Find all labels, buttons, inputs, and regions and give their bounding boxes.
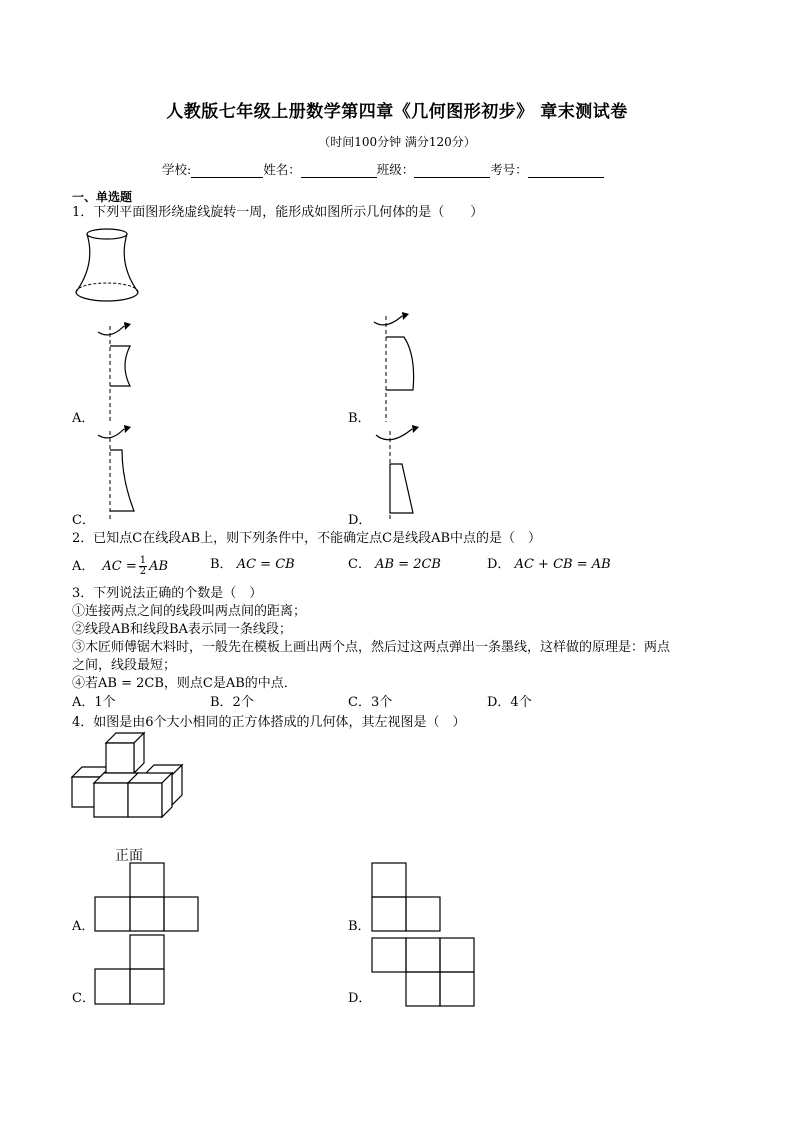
- q2-option-b[interactable]: [210, 556, 295, 574]
- q1-option-b[interactable]: B．: [348, 411, 371, 426]
- q2-option-c[interactable]: [348, 556, 441, 574]
- q2-option-d-label: D．: [487, 557, 511, 572]
- q2-option-c-label: C．: [348, 557, 371, 572]
- exam-no-field[interactable]: [528, 165, 604, 178]
- q4-option-b[interactable]: B．: [348, 919, 371, 934]
- q1-stem: 1．下列平面图形绕虚线旋转一周，能形成如图所示几何体的是（ ）: [72, 205, 484, 220]
- q1-option-a[interactable]: A．: [72, 411, 95, 426]
- q3-option-c[interactable]: C．3个: [348, 695, 393, 710]
- name-label: 姓名：: [263, 162, 301, 177]
- q1-option-d[interactable]: D．: [348, 513, 372, 528]
- q2-option-a-num: 1: [139, 555, 147, 566]
- class-field[interactable]: [414, 165, 490, 178]
- q4-option-b-figure: [372, 863, 447, 933]
- q2-option-a-fraction: [139, 556, 147, 577]
- q1-option-c[interactable]: C．: [72, 513, 95, 528]
- q4-option-d-figure: [372, 938, 477, 1008]
- student-info-line: [162, 160, 604, 178]
- q2-option-a[interactable]: [72, 556, 168, 577]
- school-label: 学校:: [162, 162, 192, 177]
- page-title: 人教版七年级上册数学第四章《几何图形初步》 章末测试卷: [166, 102, 628, 122]
- q2-option-a-den: 2: [139, 566, 147, 577]
- q1-option-a-figure: [90, 318, 140, 428]
- q4-cube-figure: [72, 733, 187, 815]
- q4-option-a-figure: [95, 863, 200, 933]
- q2-option-a-rhs: AB: [149, 558, 169, 574]
- q1-solid-figure: [72, 226, 147, 306]
- q4-option-c-figure: [95, 935, 170, 1007]
- q4-option-d[interactable]: D．: [348, 991, 372, 1006]
- q2-option-b-math: AC = CB: [236, 557, 295, 572]
- school-field[interactable]: [191, 165, 263, 178]
- q3-option-a[interactable]: A．1个: [72, 695, 116, 710]
- q2-option-a-label: A．: [72, 558, 95, 574]
- q4-front-label: 正面: [115, 848, 143, 864]
- q3-statement-1: ①连接两点之间的线段叫两点间的距离；: [72, 604, 307, 619]
- q4-stem: 4．如图是由6个大小相同的正方体搭成的几何体，其左视图是（ ）: [72, 715, 466, 730]
- q3-option-b[interactable]: B．2个: [210, 695, 254, 710]
- q2-option-c-math: AB = 2CB: [375, 557, 441, 572]
- q1-option-d-figure: [368, 425, 428, 525]
- q1-option-b-figure: [368, 310, 428, 425]
- q3-stem: 3．下列说法正确的个数是（ ）: [72, 586, 263, 601]
- q4-option-a[interactable]: A．: [72, 919, 95, 934]
- q3-statement-4: ④若AB = 2CB，则点C是AB的中点．: [72, 676, 297, 691]
- q2-option-d-math: AC + CB = AB: [514, 557, 611, 572]
- exam-no-label: 考号：: [490, 162, 528, 177]
- q1-option-c-figure: [92, 425, 142, 525]
- section-title: 一、单选题: [72, 190, 133, 204]
- q3-option-d[interactable]: D．4个: [487, 695, 532, 710]
- q2-option-d[interactable]: [487, 556, 611, 574]
- class-label: 班级：: [376, 162, 415, 177]
- q2-option-b-label: B．: [210, 557, 233, 572]
- q3-statement-3: ③木匠师傅锯木料时，一般先在模板上画出两个点，然后过这两点弹出一条墨线，这样做的原理是：两点: [72, 640, 671, 655]
- q2-stem: 2．已知点C在线段AB上，则下列条件中，不能确定点C是线段AB中点的是（ ）: [72, 531, 542, 546]
- name-field[interactable]: [301, 165, 377, 178]
- q3-statement-3-cont: 之间，线段最短；: [72, 658, 177, 673]
- q3-statement-2: ②线段AB和线段BA表示同一条线段；: [72, 622, 292, 637]
- q2-option-a-lhs: AC =: [102, 558, 137, 574]
- q4-option-c[interactable]: C．: [72, 991, 95, 1006]
- page-subtitle: （时间100分钟 满分120分）: [318, 135, 476, 149]
